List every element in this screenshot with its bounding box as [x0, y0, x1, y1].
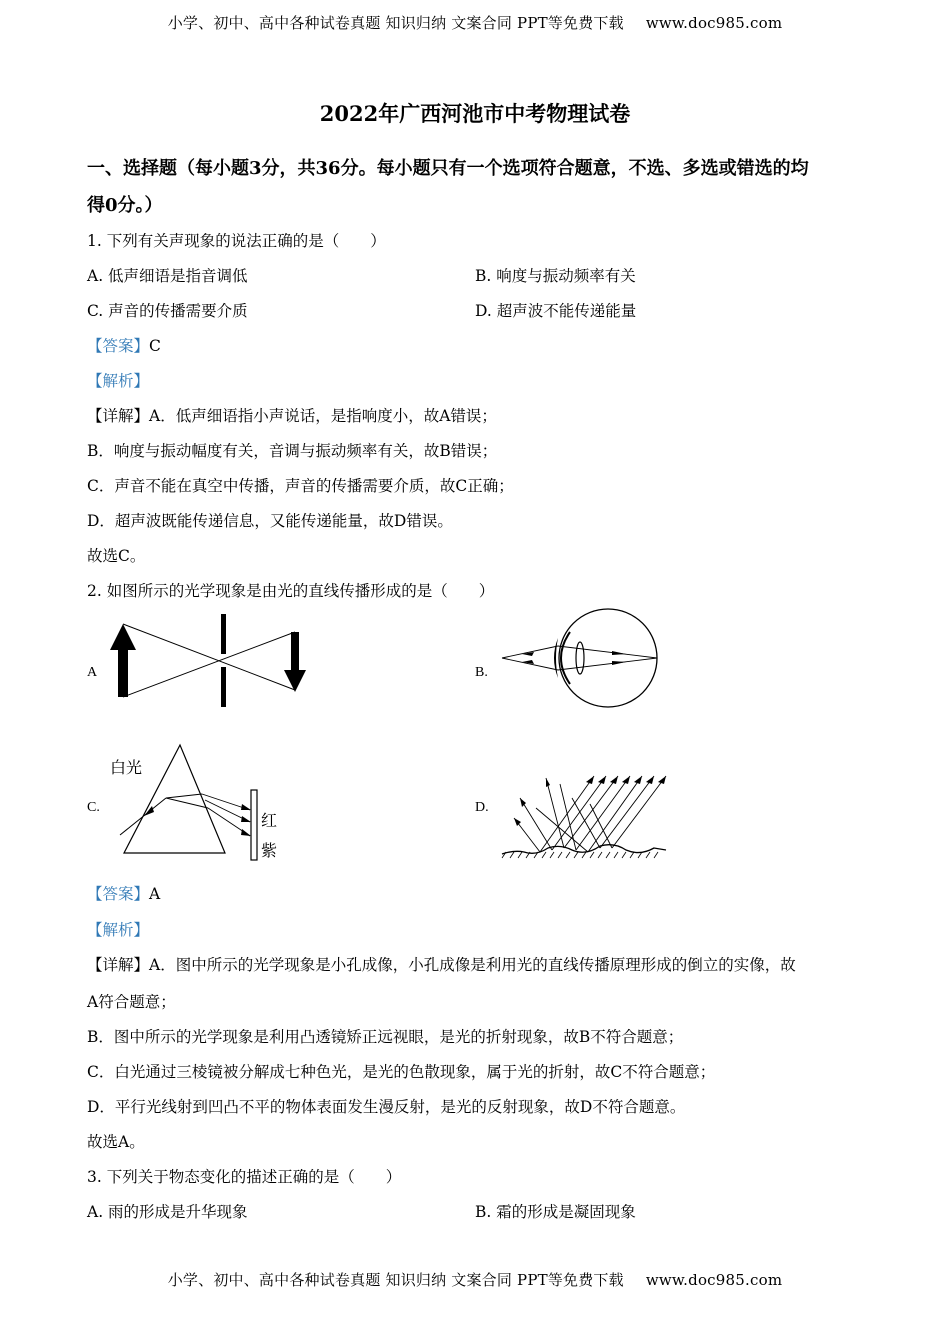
q2-figure-c-label: C. — [87, 800, 100, 815]
reflected-rays — [514, 778, 612, 852]
q3-option-b: B. 霜的形成是凝固现象 — [475, 1203, 636, 1221]
footer-site-link[interactable]: www.doc985.com — [645, 1271, 783, 1289]
prism-white-light-label: 白光 — [110, 758, 143, 777]
q1-answer — [87, 334, 161, 356]
header-text: 小学、初中、高中各种试卷真题 知识归纳 文案合同 PPT等免费下载 — [167, 14, 624, 32]
ray-in-2 — [502, 658, 558, 670]
q1-detail-4: D．超声波既能传递信息，又能传递能量，故D错误。 — [87, 512, 453, 530]
q1-answer-label: 【答案】 — [87, 337, 150, 355]
incident-ray — [120, 798, 166, 835]
section-heading-line1: 一、选择题（每小题3分，共36分。每小题只有一个选项符合题意，不选、多选或错选的均 — [87, 158, 809, 179]
q2-answer-label: 【答案】 — [87, 885, 150, 903]
screen-upper — [221, 614, 226, 654]
q2-figure-d-label: D. — [475, 800, 489, 815]
ray-in-1 — [502, 646, 558, 658]
q3-option-a: A. 雨的形成是升华现象 — [87, 1203, 248, 1221]
q1-detail-2: B．响度与振动幅度有关，音调与振动频率有关，故B错误； — [87, 442, 498, 460]
upright-object-arrow — [110, 624, 136, 697]
q2-detail-2: B．图中所示的光学现象是利用凸透镜矫正远视眼，是光的折射现象，故B不符合题意； — [87, 1028, 684, 1046]
incident-rays — [540, 776, 666, 852]
eyeball — [559, 609, 657, 707]
pinhole-imaging-figure — [105, 612, 320, 712]
q2-detail-4: D．平行光线射到凹凸不平的物体表面发生漫反射，是光的反射现象，故D不符合题意。 — [87, 1098, 686, 1116]
q2-answer-value: A — [149, 885, 161, 903]
q1-option-c: C. 声音的传播需要介质 — [87, 302, 248, 320]
incident-arrowheads — [586, 776, 666, 784]
q1-stem: 1. 下列有关声现象的说法正确的是（ ） — [87, 232, 386, 250]
q2-conclusion: 故选A。 — [87, 1133, 145, 1151]
q1-detail-1: 【详解】A．低声细语指小声说话，是指响度小，故A错误； — [87, 407, 497, 425]
eye-lens — [576, 642, 584, 674]
q1-detail-3: C．声音不能在真空中传播，声音的传播需要介质，故C正确； — [87, 477, 514, 495]
prism-dispersion-figure — [108, 740, 288, 865]
q1-analysis-label: 【解析】 — [87, 372, 150, 390]
section-heading-line2: 得0分。） — [87, 195, 163, 216]
q1-option-b: B. 响度与振动频率有关 — [475, 267, 636, 285]
footer-text: 小学、初中、高中各种试卷真题 知识归纳 文案合同 PPT等免费下载 — [167, 1271, 624, 1289]
ray-out-2 — [558, 658, 657, 670]
q2-detail-3: C．白光通过三棱镜被分解成七种色光，是光的色散现象，属于光的折射，故C不符合题意； — [87, 1063, 716, 1081]
q2-detail-1b: A符合题意； — [87, 993, 176, 1011]
q2-figure-b-label: B. — [475, 665, 488, 680]
q1-conclusion: 故选C。 — [87, 547, 146, 565]
header-site-link[interactable]: www.doc985.com — [645, 14, 783, 32]
q1-option-d: D. 超声波不能传递能量 — [475, 302, 637, 320]
convex-lens — [554, 638, 558, 678]
q1-answer-value: C — [149, 337, 161, 355]
prism-violet-label: 紫 — [261, 841, 278, 860]
q1-option-a: A. 低声细语是指音调低 — [87, 267, 248, 285]
eye-lens-figure — [500, 608, 665, 708]
page-title: 2022年广西河池市中考物理试卷 — [319, 101, 631, 126]
inverted-image-arrow — [284, 632, 306, 692]
reflected-arrowheads — [514, 778, 550, 826]
ray-top — [123, 624, 295, 690]
prism-red-label: 红 — [261, 811, 278, 830]
ray-bottom — [123, 632, 295, 697]
page-footer — [0, 1269, 950, 1290]
diffuse-reflection-figure — [500, 768, 670, 863]
q2-analysis-label: 【解析】 — [87, 921, 150, 939]
page-header — [0, 12, 950, 33]
q2-stem: 2. 如图所示的光学现象是由光的直线传播形成的是（ ） — [87, 582, 495, 600]
q2-answer — [87, 882, 160, 904]
screen-lower — [221, 667, 226, 707]
q2-figure-a-label: A — [87, 665, 98, 680]
light-screen — [251, 790, 257, 860]
q2-detail-1: 【详解】A．图中所示的光学现象是小孔成像，小孔成像是利用光的直线传播原理形成的倒立的实像，故 — [87, 956, 796, 974]
ray-out-1 — [558, 646, 657, 658]
q3-stem: 3. 下列关于物态变化的描述正确的是（ ） — [87, 1168, 402, 1186]
